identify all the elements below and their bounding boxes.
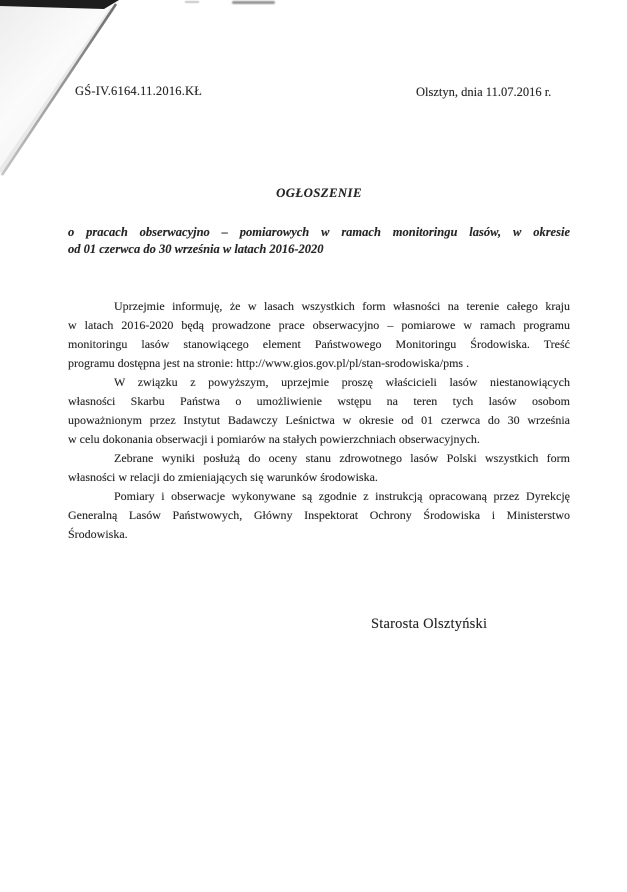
text-line: Zebrane wyniki posłużą do oceny stanu zdrowotnego lasów Polski wszystkich form — [114, 451, 570, 465]
text-line: własności Skarbu Państwa o umożliwienie wstępu na teren tych lasów osobom — [68, 394, 570, 408]
text-line: Pomiary i obserwacje wykonywane są zgodnie z instrukcją opracowaną przez Dyrekcję — [114, 489, 570, 503]
scan-smudge — [232, 1, 275, 4]
text-line: programu dostępna jest na stronie: http://www.gios.gov.pl/pl/stan-srodowiska/pms . — [68, 356, 470, 370]
announcement-title: OGŁOSZENIE — [276, 186, 362, 200]
body-text — [68, 297, 570, 544]
text-line: w latach 2016-2020 będą prowadzone prace obserwacyjno – pomiarowe w ramach programu — [68, 318, 570, 332]
reference-number: GŚ-IV.6164.11.2016.KŁ — [75, 84, 203, 98]
text-line: w celu dokonania obserwacji i pomiarów na stałych powierzchniach obserwacyjnych. — [68, 432, 480, 446]
body-paragraph — [68, 297, 570, 373]
body-paragraph — [68, 487, 570, 544]
text-line: własności w relacji do zmieniających się warunków środowiska. — [68, 470, 378, 484]
text-line: W związku z powyższym, uprzejmie proszę właścicieli lasów niestanowiących — [114, 375, 570, 389]
announcement-subtitle — [68, 224, 570, 258]
text-line: Uprzejmie informuję, że w lasach wszystkich form własności na terenie całego kraju — [114, 299, 570, 313]
page-fold-artifact — [0, 0, 140, 200]
signature: Starosta Olsztyński — [371, 616, 488, 632]
text-line: Środowiska. — [68, 527, 128, 541]
body-paragraph — [68, 449, 570, 487]
text-line: od 01 czerwca do 30 września w latach 2016-2020 — [68, 242, 324, 256]
text-line: o pracach obserwacyjno – pomiarowych w ramach monitoringu lasów, w okresie — [68, 225, 570, 239]
text-line: monitoringu lasów stanowiącego element Państwowego Monitoringu Środowiska. Treść — [68, 337, 570, 351]
text-line: upoważnionym przez Instytut Badawczy Leśnictwa w okresie od 01 czerwca do 30 września — [68, 413, 570, 427]
body-paragraph — [68, 373, 570, 449]
dateline: Olsztyn, dnia 11.07.2016 r. — [416, 85, 552, 99]
scan-smudge — [185, 1, 199, 3]
text-line: Generalną Lasów Państwowych, Główny Inspektorat Ochrony Środowiska i Ministerstwo — [68, 508, 570, 522]
